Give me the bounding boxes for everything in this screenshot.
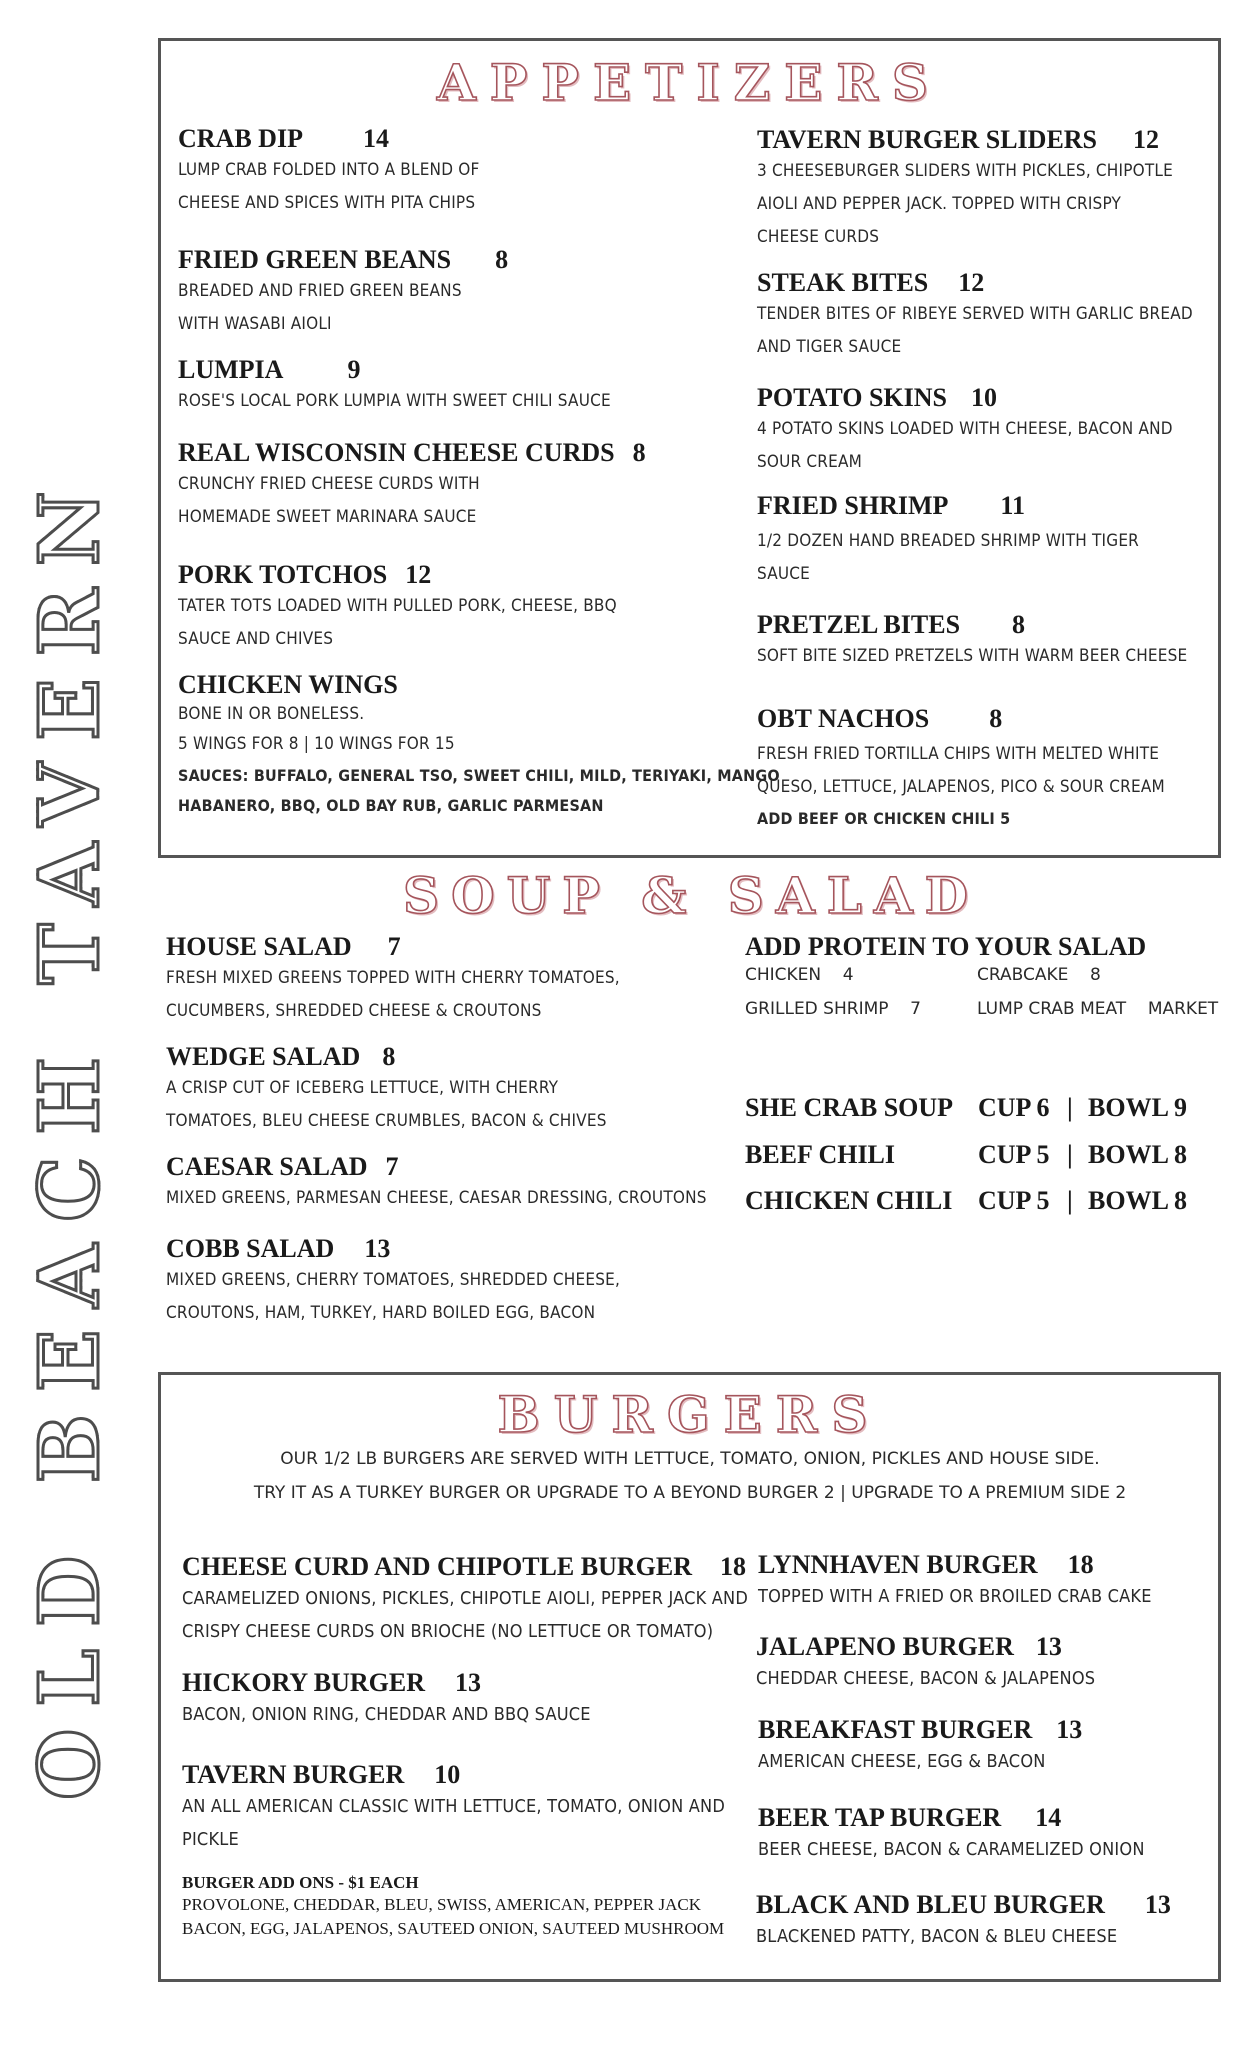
protein-option: CHICKEN 4 [745, 965, 854, 985]
item-desc: BONE IN OR BONELESS. [178, 704, 365, 724]
brand-vertical [0, 180, 140, 1800]
item-desc: A CRISP CUT OF ICEBERG LETTUCE, WITH CHERRY [166, 1078, 559, 1098]
item-name: OBT NACHOS [757, 704, 930, 733]
item-desc: 3 CHEESEBURGER SLIDERS WITH PICKLES, CHIPOTLE [757, 161, 1173, 181]
protein-title: ADD PROTEIN TO YOUR SALAD [745, 932, 1147, 961]
nachos-addon: ADD BEEF OR CHICKEN CHILI 5 [757, 809, 1011, 828]
item-price: 13 [454, 1668, 481, 1697]
item-name: BEER TAP BURGER [758, 1803, 1002, 1832]
item-name: LUMPIA [178, 355, 284, 384]
soup-name: SHE CRAB SOUP [745, 1093, 954, 1122]
menu-item-fried-green-beans [178, 245, 508, 341]
menu-item-chicken-wings [178, 670, 780, 821]
item-name: FRIED GREEN BEANS [178, 245, 452, 274]
item-desc: CROUTONS, HAM, TURKEY, HARD BOILED EGG, BACON [166, 1303, 596, 1323]
menu-item-jalapeno-burger [756, 1632, 1095, 1695]
soup-cup: CUP 5 [978, 1140, 1050, 1169]
menu-item-obt-nachos [757, 704, 1165, 834]
menu-item-potato-skins [757, 383, 1173, 479]
item-desc: BREADED AND FRIED GREEN BEANS [178, 281, 462, 301]
protein-header [745, 932, 1146, 962]
item-name: POTATO SKINS [757, 383, 947, 412]
addons-line: BACON, EGG, JALAPENOS, SAUTEED ONION, SAUTEED MUSHROOM [182, 1919, 725, 1938]
item-name: TAVERN BURGER SLIDERS [757, 125, 1098, 154]
item-desc: MIXED GREENS, PARMESAN CHEESE, CAESAR DRESSING, CROUTONS [166, 1188, 707, 1208]
item-price: 8 [989, 704, 1003, 733]
menu-item-tavern-burger [182, 1760, 725, 1856]
item-price: 11 [1000, 491, 1025, 520]
soup-separator: | [1067, 1093, 1073, 1122]
item-desc: CRUNCHY FRIED CHEESE CURDS WITH [178, 474, 480, 494]
item-price: 18 [1067, 1550, 1094, 1579]
item-name: HICKORY BURGER [182, 1668, 425, 1697]
soup-bowl: BOWL 9 [1088, 1093, 1187, 1122]
item-desc: TOPPED WITH A FRIED OR BROILED CRAB CAKE [758, 1586, 1152, 1607]
item-name: CRAB DIP [178, 124, 303, 153]
item-price: 10 [434, 1760, 461, 1789]
item-desc: WITH WASABI AIOLI [178, 314, 332, 334]
protein-option: GRILLED SHRIMP 7 [745, 999, 921, 1019]
menu-item-lumpia [178, 355, 611, 418]
item-price: 18 [719, 1552, 746, 1581]
item-price: 7 [385, 1152, 399, 1181]
item-desc: AND TIGER SAUCE [757, 337, 902, 357]
item-desc: TENDER BITES OF RIBEYE SERVED WITH GARLIC BREAD [757, 304, 1193, 324]
item-name: STEAK BITES [757, 268, 929, 297]
item-desc: FRESH MIXED GREENS TOPPED WITH CHERRY TOMATOES, [166, 968, 620, 988]
item-price: 8 [495, 245, 509, 274]
wing-sauces: HABANERO, BBQ, OLD BAY RUB, GARLIC PARMESAN [178, 796, 604, 815]
item-price: 9 [347, 355, 361, 384]
item-price: 10 [971, 383, 997, 412]
protein-option: LUMP CRAB MEAT MARKET [977, 999, 1219, 1019]
menu-item-pork-totchos [178, 560, 617, 656]
soup-cup: CUP 5 [978, 1186, 1050, 1215]
soup-name: CHICKEN CHILI [745, 1186, 953, 1215]
menu-item-beer-tap-burger [758, 1803, 1145, 1866]
item-desc: TOMATOES, BLEU CHEESE CRUMBLES, BACON & CHIVES [166, 1111, 607, 1131]
menu-item-pretzel-bites [757, 610, 1187, 673]
item-name: COBB SALAD [166, 1234, 335, 1263]
item-price: 8 [382, 1042, 396, 1071]
item-desc: CUCUMBERS, SHREDDED CHEESE & CROUTONS [166, 1001, 542, 1021]
soup-bowl: BOWL 8 [1088, 1186, 1187, 1215]
protein-option: CRABCAKE 8 [977, 965, 1101, 985]
menu-item-tavern-burger-sliders [757, 125, 1173, 254]
soup-bowl: BOWL 8 [1088, 1140, 1187, 1169]
item-price: 13 [1056, 1715, 1083, 1744]
item-desc: CHEDDAR CHEESE, BACON & JALAPENOS [756, 1668, 1096, 1689]
menu-item-steak-bites [757, 268, 1193, 364]
menu-item-cheese-curd-chipotle-burger [182, 1552, 748, 1648]
item-desc: AMERICAN CHEESE, EGG & BACON [758, 1751, 1046, 1772]
item-desc: BACON, ONION RING, CHEDDAR AND BBQ SAUCE [182, 1704, 591, 1725]
item-desc: SAUCE AND CHIVES [178, 629, 334, 649]
item-desc: ROSE'S LOCAL PORK LUMPIA WITH SWEET CHILI SAUCE [178, 391, 611, 411]
item-desc: BLACKENED PATTY, BACON & BLEU CHEESE [756, 1926, 1118, 1947]
item-price: 13 [1035, 1632, 1062, 1661]
item-price: 13 [1144, 1890, 1171, 1919]
item-name: CAESAR SALAD [166, 1152, 368, 1181]
menu-item-lynnhaven-burger [758, 1550, 1152, 1613]
item-price: 13 [364, 1234, 391, 1263]
item-name: CHICKEN WINGS [178, 670, 398, 699]
item-name: PRETZEL BITES [757, 610, 961, 639]
item-name: BREAKFAST BURGER [758, 1715, 1033, 1744]
item-name: WEDGE SALAD [166, 1042, 361, 1071]
burger-intro-line: OUR 1/2 LB BURGERS ARE SERVED WITH LETTUCE, TOMATO, ONION, PICKLES AND HOUSE SIDE. [280, 1449, 1100, 1469]
item-name: HOUSE SALAD [166, 932, 352, 961]
item-desc: 4 POTATO SKINS LOADED WITH CHEESE, BACON AND [757, 419, 1173, 439]
wing-sauces: SAUCES: BUFFALO, GENERAL TSO, SWEET CHILI, MILD, TERIYAKI, MANGO [178, 766, 780, 785]
item-desc: CHEESE AND SPICES WITH PITA CHIPS [178, 193, 476, 213]
soup-separator: | [1067, 1140, 1073, 1169]
burgers-title: BURGERS [497, 1385, 882, 1444]
item-price: 12 [1133, 125, 1160, 154]
menu-item-hickory-burger [182, 1668, 591, 1731]
item-desc: CRISPY CHEESE CURDS ON BRIOCHE (NO LETTUCE OR TOMATO) [182, 1621, 714, 1642]
item-desc: AIOLI AND PEPPER JACK. TOPPED WITH CRISPY [757, 194, 1122, 214]
menu-item-wedge-salad [166, 1042, 607, 1138]
item-name: BLACK AND BLEU BURGER [756, 1890, 1105, 1919]
menu-item-breakfast-burger [758, 1715, 1082, 1778]
menu-item-fried-shrimp [757, 491, 1139, 591]
menu-item-cheese-curds [178, 438, 646, 534]
item-desc: AN ALL AMERICAN CLASSIC WITH LETTUCE, TOMATO, ONION AND [182, 1796, 725, 1817]
menu-item-cobb-salad [166, 1234, 620, 1330]
item-price: 14 [362, 124, 389, 153]
item-name: PORK TOTCHOS [178, 560, 388, 589]
burger-addons [182, 1873, 724, 1941]
soup-separator: | [1067, 1186, 1073, 1215]
item-desc: PICKLE [182, 1829, 239, 1850]
appetizers-title: APPETIZERS [437, 53, 942, 112]
item-price: 7 [387, 932, 401, 961]
item-desc: HOMEMADE SWEET MARINARA SAUCE [178, 507, 477, 527]
soup-salad-title: SOUP & SALAD [402, 866, 981, 925]
item-desc: QUESO, LETTUCE, JALAPENOS, PICO & SOUR CREAM [757, 777, 1165, 797]
item-desc: CHEESE CURDS [757, 227, 880, 247]
menu-item-house-salad [166, 932, 620, 1028]
item-name: FRIED SHRIMP [757, 491, 949, 520]
item-desc: FRESH FRIED TORTILLA CHIPS WITH MELTED WHITE [757, 744, 1160, 764]
item-desc: MIXED GREENS, CHERRY TOMATOES, SHREDDED CHEESE, [166, 1270, 621, 1290]
menu-item-crab-dip [178, 124, 479, 220]
item-name: TAVERN BURGER [182, 1760, 405, 1789]
item-desc: CARAMELIZED ONIONS, PICKLES, CHIPOTLE AIOLI, PEPPER JACK AND [182, 1588, 749, 1609]
item-desc: BEER CHEESE, BACON & CARAMELIZED ONION [758, 1839, 1145, 1860]
item-price: 14 [1035, 1803, 1062, 1832]
item-desc: 1/2 DOZEN HAND BREADED SHRIMP WITH TIGER [757, 531, 1140, 551]
addons-title: BURGER ADD ONS - $1 EACH [182, 1873, 419, 1892]
menu-item-caesar-salad [166, 1152, 707, 1215]
item-price: 12 [405, 560, 432, 589]
item-price: 8 [632, 438, 646, 467]
brand-name: OLD BEACH TAVERN [22, 469, 118, 1800]
item-name: CHEESE CURD AND CHIPOTLE BURGER [182, 1552, 692, 1581]
item-name: JALAPENO BURGER [756, 1632, 1014, 1661]
soup-cup: CUP 6 [978, 1093, 1050, 1122]
item-price: 8 [1012, 610, 1026, 639]
item-name: REAL WISCONSIN CHEESE CURDS [178, 438, 615, 467]
burger-intro-line: TRY IT AS A TURKEY BURGER OR UPGRADE TO A BEYOND BURGER 2 | UPGRADE TO A PREMIUM SIDE 2 [253, 1483, 1127, 1503]
item-desc: SOUR CREAM [757, 452, 863, 472]
item-desc: TATER TOTS LOADED WITH PULLED PORK, CHEESE, BBQ [178, 596, 617, 616]
item-price: 12 [958, 268, 985, 297]
item-desc: 5 WINGS FOR 8 | 10 WINGS FOR 15 [178, 734, 455, 754]
soup-name: BEEF CHILI [745, 1140, 896, 1169]
addons-line: PROVOLONE, CHEDDAR, BLEU, SWISS, AMERICAN, PEPPER JACK [182, 1895, 702, 1914]
item-desc: SAUCE [757, 564, 811, 584]
menu-item-black-and-bleu-burger [756, 1890, 1171, 1953]
item-desc: SOFT BITE SIZED PRETZELS WITH WARM BEER CHEESE [757, 646, 1188, 666]
item-desc: LUMP CRAB FOLDED INTO A BLEND OF [178, 160, 480, 180]
item-name: LYNNHAVEN BURGER [758, 1550, 1038, 1579]
